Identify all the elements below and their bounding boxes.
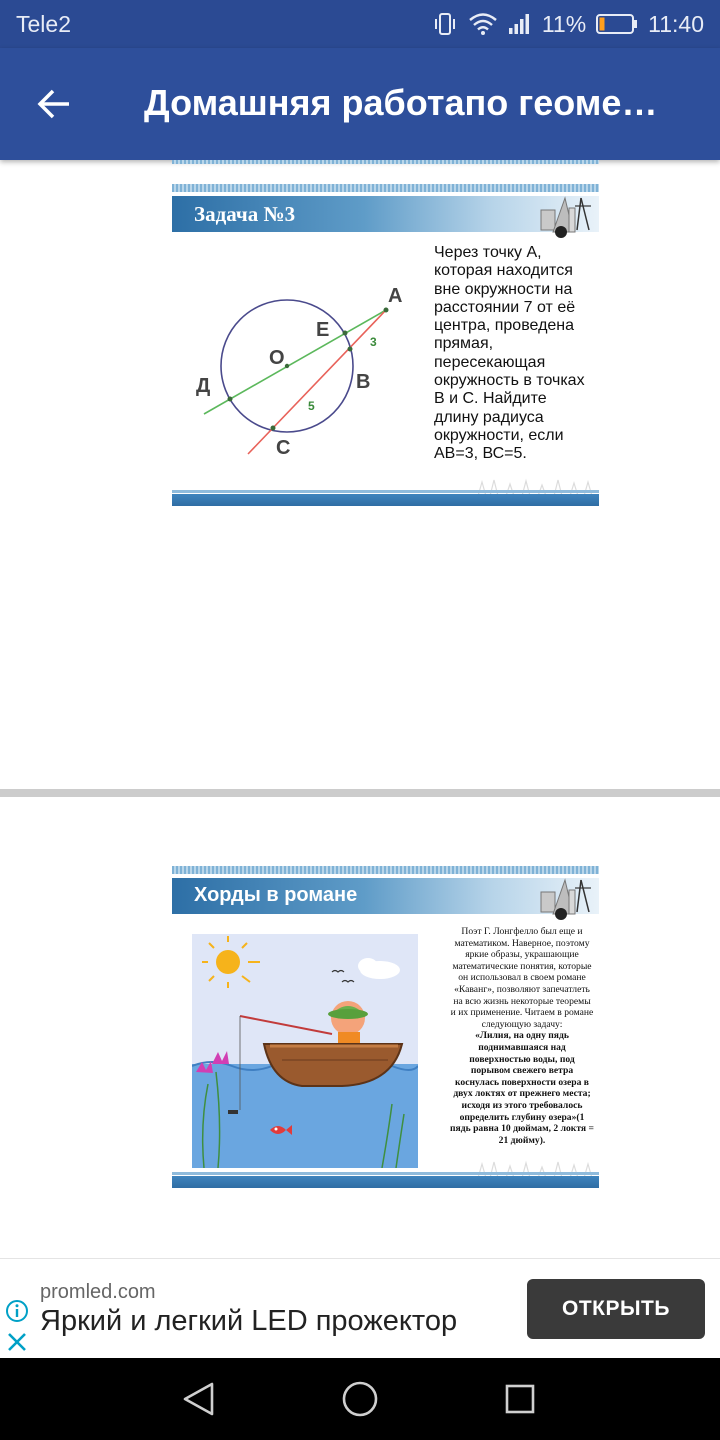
slide-title: Задача №3	[194, 202, 296, 226]
arrow-left-icon	[36, 88, 72, 120]
wifi-icon	[468, 12, 498, 36]
slide-chords-in-novel[interactable]	[172, 866, 599, 1190]
nav-back-icon	[182, 1381, 216, 1417]
nav-home-icon	[341, 1380, 379, 1418]
slide-footer-band	[172, 494, 599, 506]
nav-recents-button[interactable]	[499, 1378, 541, 1420]
nav-recents-icon	[503, 1382, 537, 1416]
back-button[interactable]	[28, 80, 80, 128]
grass-decoration	[476, 1158, 596, 1178]
geometry-tools-icon	[535, 872, 595, 922]
clock: 11:40	[648, 10, 704, 37]
ad-headline[interactable]: Яркий и легкий LED прожектор	[40, 1305, 458, 1337]
novel-excerpt	[450, 926, 594, 1146]
navigation-bar	[0, 1358, 720, 1440]
slide-footer-band	[172, 1176, 599, 1188]
ad-banner[interactable]	[0, 1258, 720, 1358]
nav-back-button[interactable]	[178, 1378, 220, 1420]
circle-figure	[172, 256, 432, 506]
page-title: Домашняя работапо геоме…	[144, 82, 658, 123]
info-icon[interactable]	[5, 1299, 29, 1323]
close-icon[interactable]	[6, 1331, 28, 1353]
ad-open-button[interactable]: ОТКРЫТЬ	[527, 1279, 705, 1339]
novel-intro: Поэт Г. Лонгфелло был еще и математиком. Наверное, поэтому яркие образы, украшающие математические понятия, которые он использовал в своем романе «Каванг», позволяют запечатлеть на всю жизнь некоторые теоремы и их применение. Читаем в романе следующую задачу:	[450, 926, 594, 1030]
vibrate-icon	[432, 12, 458, 36]
carrier-name: Tele2	[16, 11, 71, 37]
slide-problem-3[interactable]	[172, 184, 599, 506]
status-icons	[432, 10, 704, 38]
geometry-tools-icon	[535, 190, 595, 240]
label-a: А	[388, 285, 403, 307]
label-d: Д	[196, 375, 211, 397]
label-o: О	[269, 347, 285, 369]
label-b: В	[356, 371, 371, 393]
label-e: Е	[316, 319, 330, 341]
app-bar	[0, 48, 720, 160]
length-bc: 5	[308, 399, 315, 413]
novel-quote: «Лилия, на одну пядь поднимавшаяся над поверхностью воды, под порывом свежего ветра коснулась поверхности озера в двух локтях от прежнего места; исходя из этого требовалось определить глубину озера»(1 пядь равна 10 дюймам, 2 локтя = 21 дюйму).	[450, 1030, 594, 1146]
status-bar	[0, 0, 720, 48]
grass-decoration	[476, 476, 596, 496]
ad-domain[interactable]: promled.com	[40, 1281, 156, 1303]
length-ab: 3	[370, 335, 377, 349]
battery-percent: 11%	[541, 10, 587, 37]
problem-statement: Через точку А, которая находится вне окружности на расстоянии 7 от её центра, проведена прямая, пересекающая окружность в точках В и С. Найдите длину радиуса окружности, если АВ=3, ВС=5.	[434, 244, 585, 463]
previous-slide-edge	[172, 160, 599, 164]
slide-title: Хорды в романе	[194, 884, 358, 906]
label-c: С	[276, 437, 291, 459]
nav-home-button[interactable]	[339, 1378, 381, 1420]
slide-divider	[0, 789, 720, 797]
signal-icon	[508, 12, 532, 36]
battery-icon	[596, 13, 638, 35]
fisherman-illustration	[192, 934, 418, 1168]
